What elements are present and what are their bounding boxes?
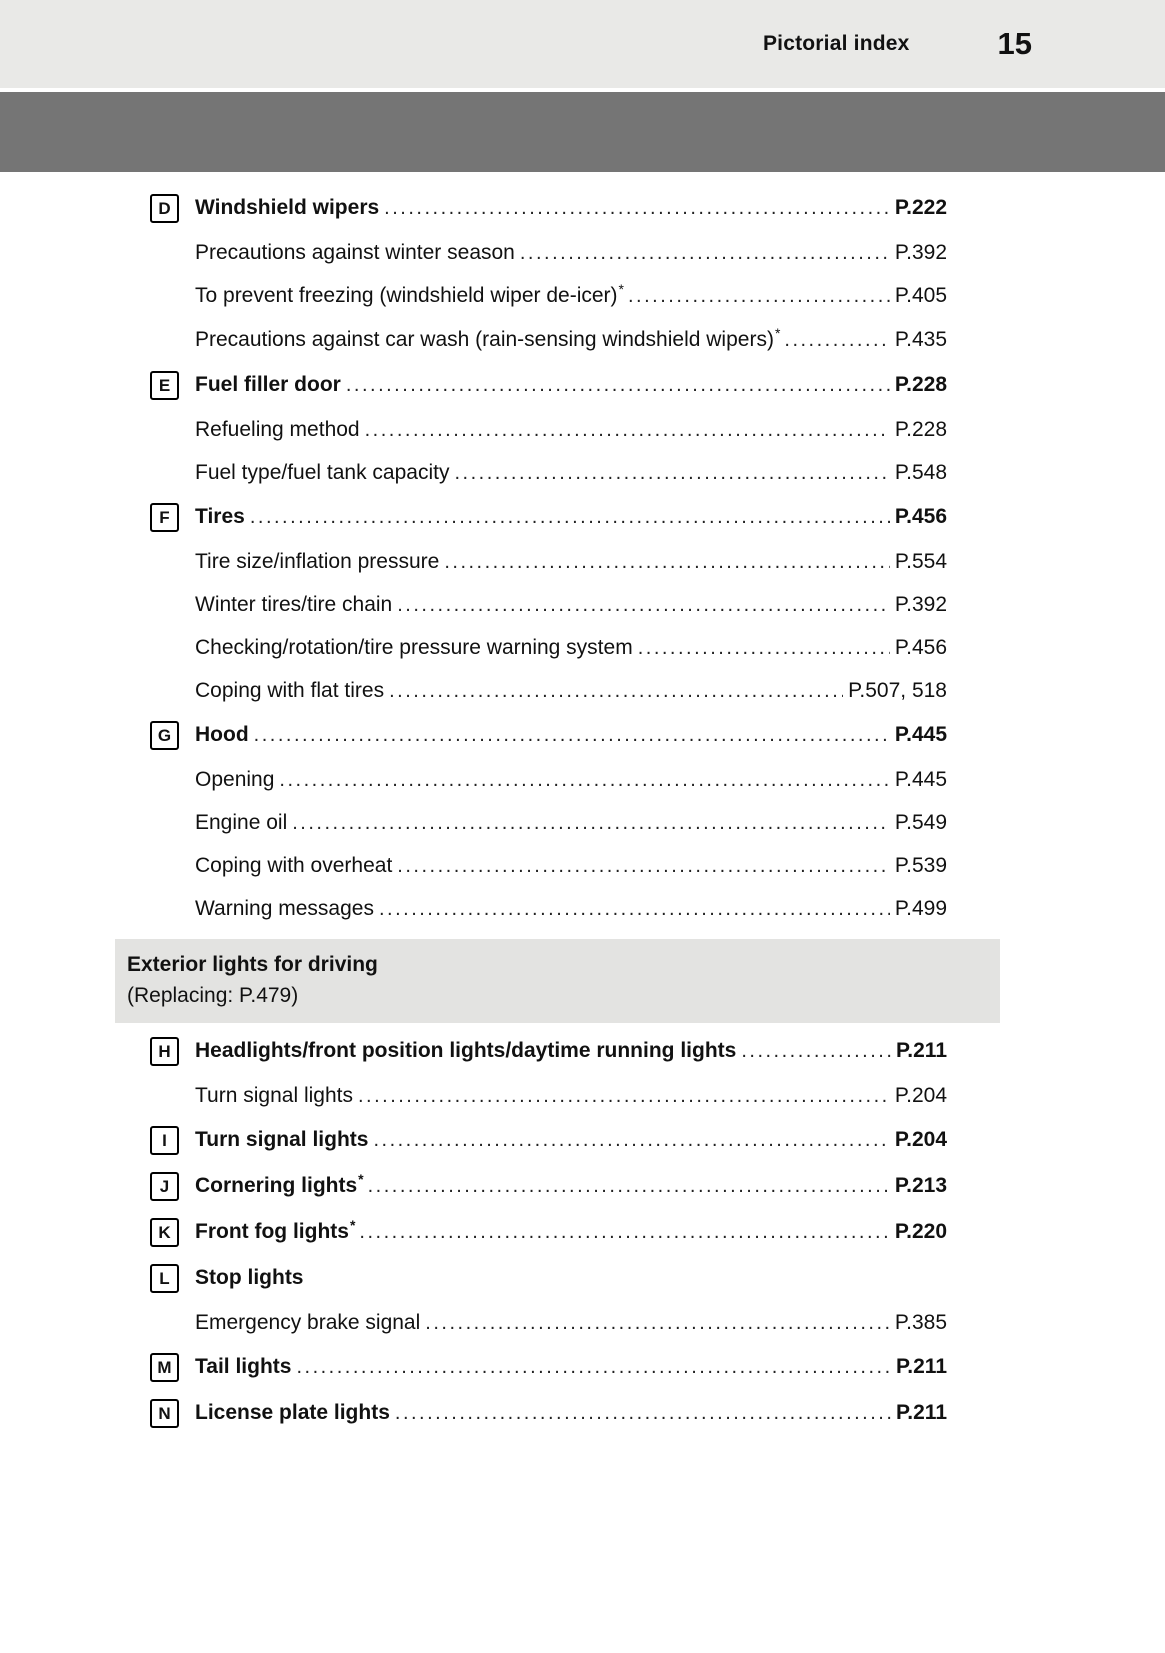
toc-entry-tail-lights: [150, 1353, 947, 1382]
entry-page: P.435: [894, 328, 947, 351]
dot-leader: [254, 722, 890, 748]
entry-page: P.204: [894, 1084, 947, 1107]
entry-page: P.405: [894, 284, 947, 307]
dot-leader: [346, 372, 890, 398]
letter: I: [162, 1130, 167, 1150]
entry-page: P.392: [894, 241, 947, 264]
letter-box: [150, 1399, 179, 1428]
letter-box: [150, 1218, 179, 1247]
toc-subentry: [150, 592, 947, 618]
toc-entry-hood: [150, 721, 947, 750]
entry-page: P.385: [894, 1311, 947, 1334]
dot-leader: [784, 327, 889, 353]
entry-label: Front fog lights: [195, 1219, 349, 1243]
letter: J: [159, 1176, 170, 1196]
dot-leader: [638, 635, 890, 661]
entry-page: P.222: [894, 195, 947, 219]
toc-entry-license-plate-lights: [150, 1399, 947, 1428]
dot-leader: [395, 1400, 891, 1426]
dot-leader: [389, 678, 843, 704]
entry-page: P.445: [894, 722, 947, 746]
entry-label: Coping with flat tires: [195, 679, 385, 702]
entry-page: P.445: [894, 768, 947, 791]
page-header: [0, 0, 1165, 88]
entry-page: P.549: [894, 811, 947, 834]
entry-label: Turn signal lights: [195, 1127, 369, 1151]
letter: L: [159, 1268, 170, 1288]
dot-leader: [359, 1219, 889, 1245]
entry-page: P.539: [894, 854, 947, 877]
section-header-subtitle: (Replacing: P.479): [127, 984, 299, 1007]
dot-leader: [397, 592, 890, 618]
dot-leader: [368, 1173, 890, 1199]
letter-box: [150, 503, 179, 532]
dot-leader: [379, 896, 890, 922]
entry-label: Precautions against winter season: [195, 241, 515, 264]
entry-label: Coping with overheat: [195, 854, 393, 877]
toc-entry-cornering-lights: [150, 1172, 947, 1201]
toc-entry-fuel-filler-door: [150, 371, 947, 400]
dot-leader: [425, 1310, 890, 1336]
toc-subentry: [150, 810, 947, 836]
entry-label: Tire size/inflation pressure: [195, 550, 440, 573]
dot-leader: [296, 1354, 891, 1380]
letter: K: [158, 1222, 171, 1242]
toc-subentry: [150, 417, 947, 443]
entry-label: Windshield wipers: [195, 195, 380, 219]
letter: G: [157, 725, 172, 745]
letter-box: [150, 1172, 179, 1201]
entry-page: P.499: [894, 897, 947, 920]
letter-box: [150, 1126, 179, 1155]
entry-label: Emergency brake signal: [195, 1311, 421, 1334]
toc-entry-tires: [150, 503, 947, 532]
entry-label: Fuel filler door: [195, 372, 341, 396]
dot-leader: [365, 417, 890, 443]
dot-leader: [358, 1083, 890, 1109]
entry-label: Turn signal lights: [195, 1084, 353, 1107]
toc-subentry: [150, 283, 947, 310]
letter-box: [150, 194, 179, 223]
toc-subentry: [150, 635, 947, 661]
dot-leader: [292, 810, 890, 836]
dot-leader: [397, 853, 890, 879]
entry-label: Winter tires/tire chain: [195, 593, 393, 616]
toc-subentry: [150, 460, 947, 486]
toc-subentry: [150, 240, 947, 266]
letter: N: [158, 1403, 171, 1423]
section-divider-band: [0, 92, 1165, 172]
entry-page: P.211: [895, 1400, 947, 1424]
entry-page: P.507, 518: [848, 679, 947, 702]
entry-label: Tires: [195, 504, 245, 528]
entry-page: P.228: [894, 418, 947, 441]
entry-asterisk: *: [774, 325, 781, 341]
entry-page: P.211: [895, 1354, 947, 1378]
toc-entry-windshield-wipers: [150, 194, 947, 223]
page-header-title: Pictorial index: [762, 32, 910, 55]
letter: F: [159, 507, 170, 527]
letter-box: [150, 721, 179, 750]
dot-leader: [741, 1038, 891, 1064]
dot-leader: [250, 504, 890, 530]
entry-page: P.548: [894, 461, 947, 484]
entry-label: Cornering lights: [195, 1173, 358, 1197]
toc-subentry: [150, 549, 947, 575]
toc-subentry: [150, 1310, 947, 1336]
entry-label: Refueling method: [195, 418, 360, 441]
entry-asterisk: *: [349, 1216, 356, 1233]
entry-page: P.213: [894, 1173, 947, 1197]
toc-entry-front-fog-lights: [150, 1218, 947, 1247]
entry-label: License plate lights: [195, 1400, 390, 1424]
entry-label: To prevent freezing (windshield wiper de-icer): [195, 284, 618, 307]
letter: D: [158, 198, 171, 218]
dot-leader: [279, 767, 889, 793]
entry-label: Fuel type/fuel tank capacity: [195, 461, 450, 484]
entry-page: P.456: [894, 504, 947, 528]
toc-entry-headlights: [150, 1037, 947, 1066]
dot-leader: [628, 283, 890, 309]
entry-label: Stop lights: [195, 1265, 304, 1289]
index-content: [127, 194, 947, 1428]
dot-leader: [520, 240, 890, 266]
entry-label: Tail lights: [195, 1354, 292, 1378]
letter: M: [157, 1357, 172, 1377]
dot-leader: [444, 549, 890, 575]
toc-subentry: [150, 896, 947, 922]
entry-label: Hood: [195, 722, 249, 746]
toc-subentry: [150, 767, 947, 793]
letter-box: [150, 371, 179, 400]
toc-entry-stop-lights: [150, 1264, 947, 1293]
entry-page: P.554: [894, 550, 947, 573]
page-number: 15: [997, 26, 1032, 61]
entry-page: P.392: [894, 593, 947, 616]
entry-page: P.228: [894, 372, 947, 396]
toc-subentry: [150, 1083, 947, 1109]
letter-box: [150, 1264, 179, 1293]
toc-subentry: [150, 327, 947, 354]
entry-page: P.211: [895, 1038, 947, 1062]
dot-leader: [454, 460, 889, 486]
letter: E: [158, 375, 171, 395]
dot-leader: [373, 1127, 889, 1153]
entry-label: Warning messages: [195, 897, 374, 920]
letter-box: [150, 1353, 179, 1382]
entry-page: P.204: [894, 1127, 947, 1151]
section-header-title: Exterior lights for driving: [127, 953, 378, 976]
entry-asterisk: *: [358, 1170, 364, 1187]
entry-label: Opening: [195, 768, 275, 791]
toc-entry-turn-signal-lights: [150, 1126, 947, 1155]
entry-label: Precautions against car wash (rain-sensing windshield wipers): [195, 328, 774, 351]
entry-asterisk: *: [618, 281, 624, 297]
dot-leader: [384, 195, 890, 221]
letter: H: [158, 1041, 171, 1061]
entry-label: Checking/rotation/tire pressure warning system: [195, 636, 633, 659]
entry-label: Engine oil: [195, 811, 288, 834]
toc-subentry: [150, 853, 947, 879]
letter-box: [150, 1037, 179, 1066]
entry-page: P.456: [894, 636, 947, 659]
toc-subentry: [150, 678, 947, 704]
entry-label: Headlights/front position lights/daytime running lights: [195, 1038, 737, 1062]
entry-page: P.220: [894, 1219, 947, 1243]
section-header-exterior-lights: [115, 939, 1000, 1023]
